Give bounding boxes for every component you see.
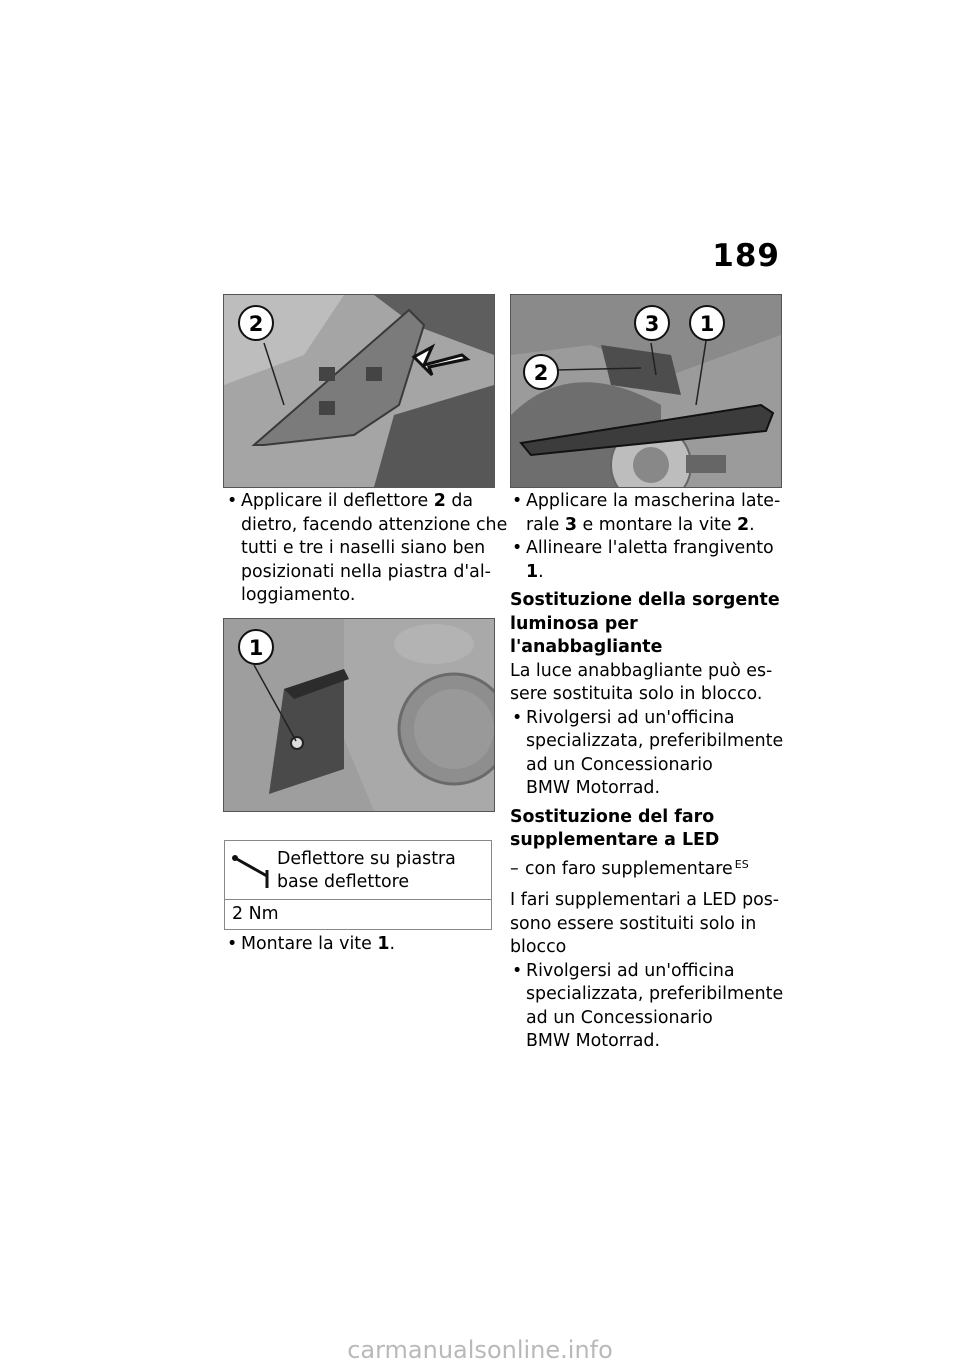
deflector-photo: [223, 294, 495, 488]
torque-table: [224, 840, 492, 930]
section-led-body: I fari supplementari a LED pos- sono essere sostituiti solo in blocco: [510, 890, 780, 957]
section-low-beam-body: La luce anabbagliante può es- sere sostituita solo in blocco.: [510, 660, 773, 704]
right-column-text: [510, 490, 785, 1054]
screw-photo: [223, 618, 495, 812]
section-low-beam-bullet: • Rivolgersi ad un'officina specializzata, preferibilmente ad un Concessionario BMW Motorrad.: [510, 707, 785, 801]
callout-1: 1: [248, 636, 264, 660]
callout-2-right: 2: [533, 361, 549, 385]
side-panel-photo: [510, 294, 782, 488]
torque-value: 2 Nm: [225, 900, 492, 930]
callout-1-right: 1: [699, 312, 715, 336]
section-led-heading: Sostituzione del faro supplementare a LED: [510, 806, 720, 850]
step-align-wind-deflector: • Allineare l'aletta frangivento 1.: [510, 537, 785, 584]
page-number: 189: [712, 238, 780, 274]
callout-3: 3: [644, 312, 660, 336]
step-apply-deflector: • Applicare il deflettore 2 da dietro, facendo attenzione che tutti e tre i naselli siano ben posizionati nella piastra d'al-loggiamento.: [225, 490, 511, 608]
section-led-bullet: • Rivolgersi ad un'officina specializzata, preferibilmente ad un Concessionario BMW Motorrad.: [510, 960, 785, 1054]
callout-2: 2: [248, 312, 264, 336]
watermark: carmanualsonline.info: [347, 1336, 613, 1364]
step-mount-screw: • Montare la vite 1.: [225, 933, 511, 957]
torque-wrench-icon: [229, 848, 273, 890]
torque-description: Deflettore su piastra base deflettore: [277, 849, 456, 892]
step-apply-side-panel: • Applicare la mascherina late-rale 3 e montare la vite 2.: [510, 490, 785, 537]
section-low-beam-heading: Sostituzione della sorgente luminosa per l'anabbagliante: [510, 590, 780, 657]
section-led-option: – con faro supplementare $^{ES}$: [510, 857, 749, 879]
